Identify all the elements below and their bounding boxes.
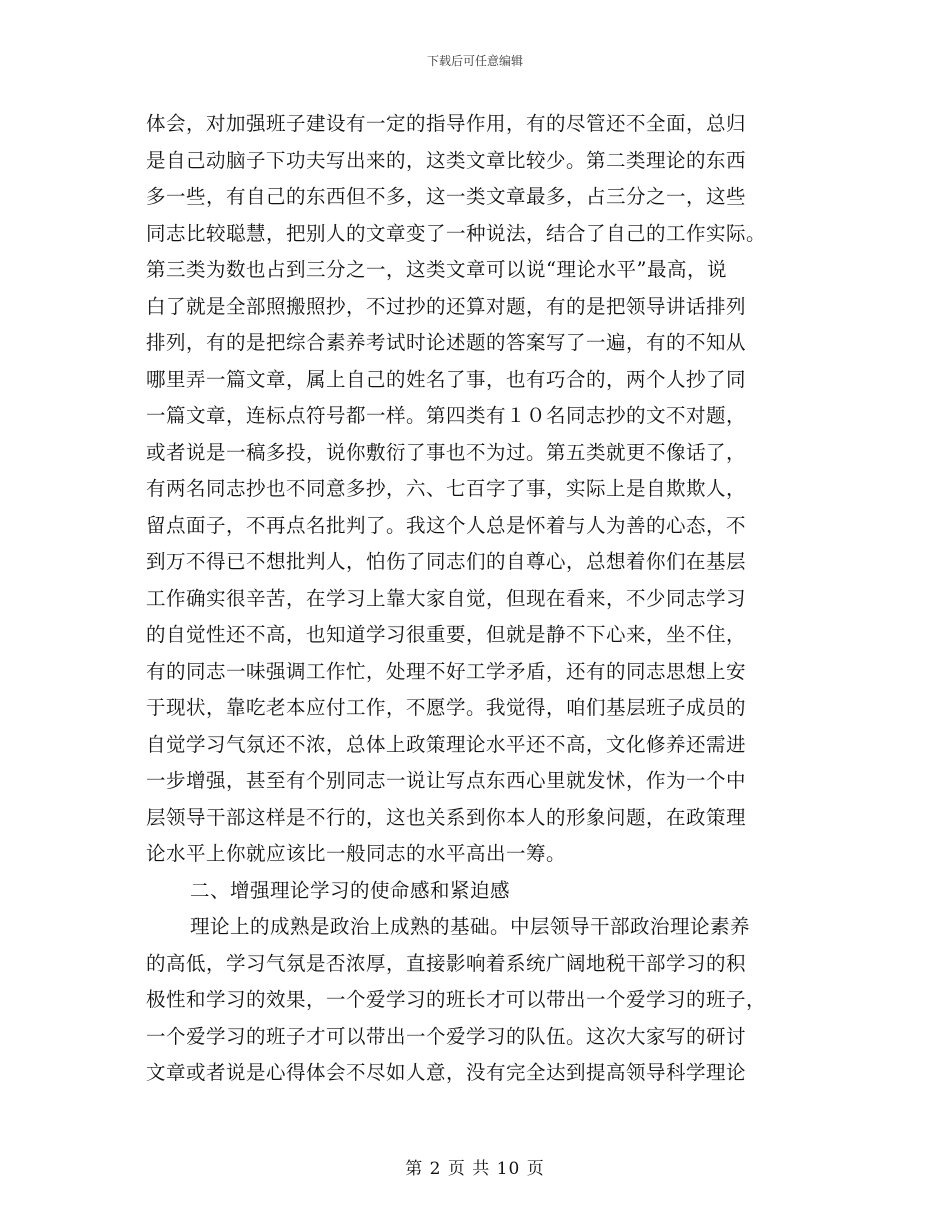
body-line: 到万不得已不想批判人，怕伤了同志们的自尊心，总想着你们在基层 (146, 550, 747, 573)
body-line: 体会，对加强班子建设有一定的指导作用，有的尽管还不全面，总归 (146, 112, 747, 135)
body-line: 哪里弄一篇文章，属上自己的姓名了事，也有巧合的，两个人抄了同 (146, 367, 747, 391)
section-heading: 二、增强理论学习的使命感和紧迫感 (190, 878, 511, 902)
page-number: 第 2 页 共 10 页 (405, 1159, 545, 1179)
body-line: 的自觉性还不高，也知道学习很重要，但就是静不下心来，坐不住， (146, 623, 747, 646)
page-header-note: 下载后可任意编辑 (426, 54, 523, 68)
body-line: 于现状，靠吃老本应付工作，不愿学。我觉得，咱们基层班子成员的 (146, 696, 747, 719)
body-line: 同志比较聪慧，把别人的文章变了一种说法，结合了自己的工作实际。 (146, 221, 767, 245)
body-line: 留点面子，不再点名批判了。我这个人总是怀着与人为善的心态，不 (146, 513, 747, 537)
body-line: 工作确实很辛苦，在学习上靠大家自觉，但现在看来，不少同志学习 (146, 586, 747, 610)
body-line: 自觉学习气氛还不浓，总体上政策理论水平还不高，文化修养还需进 (146, 732, 747, 756)
body-line: 是自己动脑子下功夫写出来的，这类文章比较少。第二类理论的东西 (146, 148, 747, 172)
section-line: 极性和学习的效果，一个爱学习的班长才可以带出一个爱学习的班子， (146, 988, 767, 1011)
body-line: 层领导干部这样是不行的，这也关系到你本人的形象问题，在政策理 (146, 805, 747, 829)
section-line: 一个爱学习的班子才可以带出一个爱学习的队伍。这次大家写的研讨 (146, 1024, 747, 1048)
body-line: 一篇文章，连标点符号都一样。第四类有１０名同志抄的文不对题， (146, 404, 747, 427)
body-line: 白了就是全部照搬照抄，不过抄的还算对题，有的是把领导讲话排列 (146, 294, 747, 318)
body-line: 一步增强，甚至有个别同志一说让写点东西心里就发怵，作为一个中 (146, 769, 747, 792)
section-line: 理论上的成熟是政治上成熟的基础。中层领导干部政治理论素养 (190, 915, 751, 938)
body-line: 论水平上你就应该比一般同志的水平高出一筹。 (146, 842, 567, 865)
body-line: 或者说是一稿多投，说你敷衍了事也不为过。第五类就更不像话了， (146, 440, 747, 464)
document-body (146, 106, 810, 1092)
body-line: 有的同志一味强调工作忙，处理不好工学矛盾，还有的同志思想上安 (146, 659, 747, 683)
body-line: 排列，有的是把综合素养考试时论述题的答案写了一遍，有的不知从 (146, 331, 747, 354)
body-line: 有两名同志抄也不同意多抄，六、七百字了事，实际上是自欺欺人， (146, 477, 747, 500)
body-line: 多一些，有自己的东西但不多，这一类文章最多，占三分之一，这些 (146, 185, 747, 208)
body-line: 第三类为数也占到三分之一，这类文章可以说“理论水平”最高，说 (146, 258, 727, 281)
section-line: 文章或者说是心得体会不尽如人意，没有完全达到提高领导科学理论 (146, 1061, 747, 1084)
section-line: 的高低，学习气氛是否浓厚，直接影响着系统广阔地税干部学习的积 (146, 951, 747, 975)
